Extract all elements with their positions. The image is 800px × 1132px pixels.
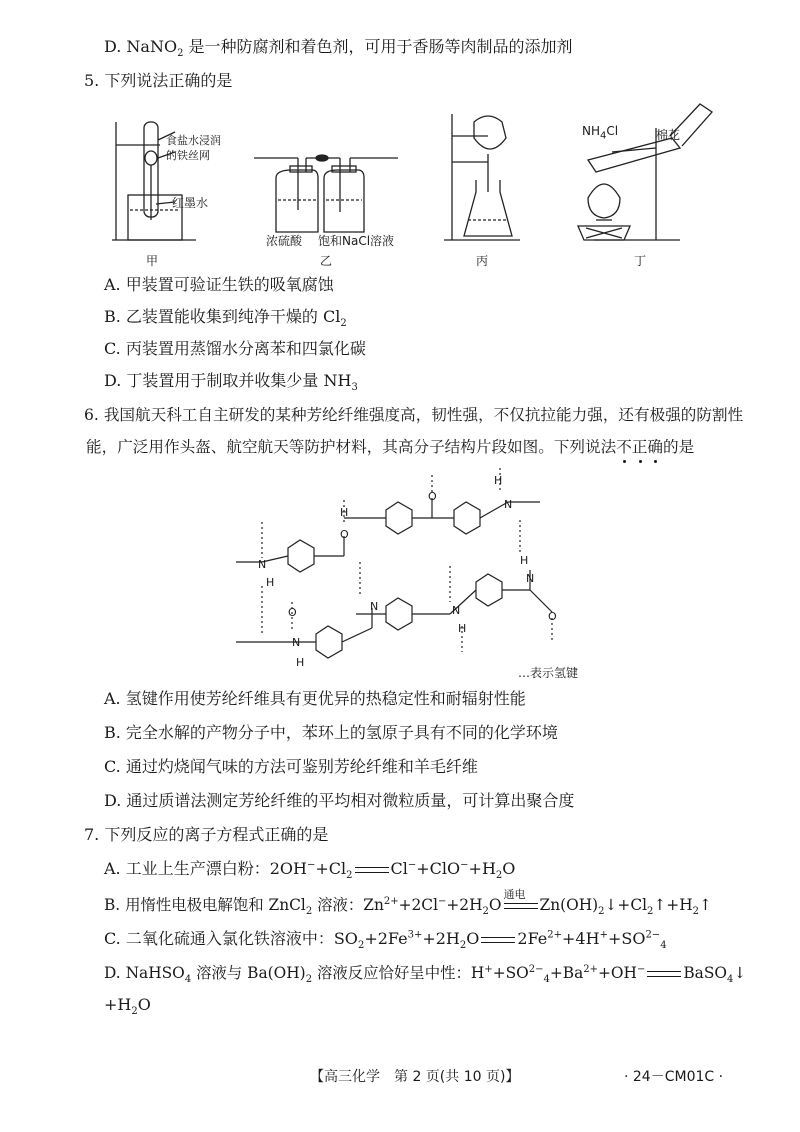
q7-d-p10: 2+ [583,963,599,975]
q7-c-equals-sign [479,928,517,950]
q5-stem: 5. 下列说法正确的是 [84,71,233,90]
q5-jia-caption: 甲 [146,254,159,268]
q7-d-p1: 4 [184,974,192,986]
q7-d-p3: 2 [305,974,313,986]
q5-ding-reagent-sub: 4 [600,130,607,142]
q5-bing-caption: 丙 [476,254,489,268]
q6-atom-h-3: H [494,474,503,487]
q7-b-p8: O [488,896,502,914]
q7-option-d [104,962,746,984]
q5-ding-cotton: 棉花 [656,128,681,142]
q4-option-d [104,36,573,58]
q7-d-p9: +Ba [549,964,584,982]
q7-a-p5: − [407,859,417,871]
q7-c-p11: +SO [607,929,646,948]
q7-d-p13: BaSO [683,964,727,982]
q7-b-label: B. 用惰性电极电解饱和 ZnCl [104,896,306,914]
q7-a-p7: − [460,859,469,871]
q7-b-p15: ↑ [699,896,712,914]
q7-option-b [104,888,712,918]
q7-d-p11: +OH [598,964,637,982]
q7-b-p7: 2 [482,906,489,918]
q7-a-p3: 2 [346,870,353,882]
q5-yi-caption: 乙 [320,254,333,268]
q5-option-a: A. 甲装置可验证生铁的吸氧腐蚀 [104,275,334,294]
q6-option-d: D. 通过质谱法测定芳纶纤维的平均相对微粒质量，可计算出聚合度 [104,791,575,810]
q7-c-label: C. 二氧化硫通入氯化铁溶液中：SO [104,929,358,948]
q7-b-p12: 2 [647,906,654,918]
q6-stem-line1: 6. 我国航天科工自主研发的某种芳纶纤维强度高，韧性强，不仅抗拉能力强，还有极强的防割性 [84,406,744,424]
q7-b-electrolysis-sign [502,888,540,916]
q5-option-d [104,370,358,392]
q6-option-c: C. 通过灼烧闻气味的方法可鉴别芳纶纤维和羊毛纤维 [104,757,478,776]
q6-option-a: A. 氢键作用使芳纶纤维具有更优异的热稳定性和耐辐射性能 [104,689,526,708]
q7-b-p1: 2 [305,906,313,918]
footer-page-info: 【高三化学 第 2 页(共 10 页)】 [310,1069,520,1085]
q7-a-equals-sign [353,858,391,880]
q7-a-p2: +Cl [315,859,347,878]
q4-option-d-text: 是一种防腐剂和着色剂，可用于香肠等肉制品的添加剂 [183,37,573,56]
q7-d-p6: +SO [492,964,529,982]
q7-d-p14: 4 [727,974,734,986]
q7-c-p3: 3+ [407,929,423,941]
q7-c-p9: +4H [562,929,600,948]
q7-c-p10: + [599,929,608,941]
q7-b-p4: +2Cl [398,896,438,914]
q5-ding-reagent-tail: Cl [606,124,619,138]
q5-ding-reagent-main: NH [582,124,600,138]
q7-c-p13: 4 [660,940,667,952]
q7-b-p2: 溶液：Zn [312,896,384,914]
q5-option-b-sub: 2 [340,318,347,330]
q5-yi-bottle1: 浓硫酸 [266,234,303,248]
q7-c-p4: +2H [422,929,460,948]
q7-d-p4: 溶液反应恰好呈中性：H [312,964,485,982]
q7-b-p5: − [438,895,447,907]
q7-c-p6: O [466,929,480,948]
q6-atom-n-3: N [526,572,535,585]
q7-option-c [104,928,667,950]
q6-atom-n-2: N [504,498,513,511]
q7-b-p6: +2H [446,896,483,914]
q4-option-d-sub: 2 [177,48,184,60]
q7-d-p5: + [484,963,493,975]
q7-d-p7: 2− [528,963,544,975]
q7-c-p8: 2+ [547,929,563,941]
q7-b-p9: Zn(OH) [539,896,599,914]
q6-stem-emphasis-3: 确 [647,438,664,456]
q7-b-condition: 通电 [503,888,526,901]
q6-atom-h-2: H [340,506,349,519]
q6-atom-h-1: H [266,576,275,589]
q7-a-p9: 2 [495,870,503,882]
q6-atom-n-1: N [258,558,267,571]
q6-option-b: B. 完全水解的产物分子中，苯环上的氢原子具有不同的化学环境 [104,723,558,742]
q6-stem-line2-post: 的是 [663,438,695,456]
q6-atom-o-4: O [548,610,557,623]
q6-atom-o-2: O [428,490,437,503]
q7-d-p16: +H [104,995,132,1014]
q7-a-p1: − [306,859,316,871]
q6-atom-h-5: H [458,622,467,635]
q5-ding-reagent [582,124,619,142]
q7-b-p10: 2 [598,906,605,918]
q5-option-d-sub: 3 [351,382,358,394]
q6-stem-line2 [86,436,694,458]
q5-jia-annotation-line2: 的铁丝网 [166,149,210,162]
q6-atom-n-6: N [292,636,301,649]
q7-b-p13: ↑+H [653,896,693,914]
q7-a-p4: Cl [390,859,408,878]
q7-stem: 7. 下列反应的离子方程式正确的是 [84,825,329,844]
q7-c-p2: +2Fe [364,929,408,948]
q5-option-b-text: B. 乙装置能收集到纯净干燥的 Cl [104,307,341,326]
q7-d-p8: 4 [543,974,550,986]
q7-a-p10: O [502,859,516,878]
q7-option-d-continued [104,994,151,1016]
q6-atom-h-4: H [520,554,529,567]
q7-b-p3: 2+ [383,895,399,907]
q7-d-p18: O [137,995,151,1014]
q4-option-d-prefix: D. NaNO [104,37,178,56]
q6-stem-emphasis-2: 正 [631,438,648,456]
q6-atom-h-6: H [296,656,305,669]
q5-option-b [104,306,347,328]
q5-jia-annotation-ink: 红墨水 [172,196,209,210]
q7-a-p6: +ClO [416,859,461,878]
q6-figure-legend: …表示氢键 [518,666,579,680]
q6-atom-n-4: N [370,600,379,613]
footer-paper-code: · 24－CM01C · [624,1069,724,1085]
q5-option-d-text: D. 丁装置用于制取并收集少量 NH [104,371,352,390]
q7-a-label: A. 工业上生产漂白粉：2OH [104,859,307,878]
q5-jia-annotation-line1: 食盐水浸润 [166,134,221,147]
q7-c-p1: 2 [357,940,365,952]
q6-stem-line2-pre: 能，广泛用作头盔、航空航天等防护材料，其高分子结构片段如图。下列说法 [86,438,617,456]
q5-yi-bottle2: 饱和NaCl溶液 [318,234,395,248]
q7-a-p8: +H [468,859,496,878]
q6-stem-emphasis-1: 不 [616,438,632,456]
q7-d-p2: 溶液与 Ba(OH) [191,964,306,982]
q7-b-p11: ↓+Cl [604,896,648,914]
q6-atom-n-5: N [452,604,461,617]
q6-atom-o-3: O [288,606,297,619]
q7-d-p17: 2 [131,1006,138,1018]
q7-d-equals-sign [645,962,683,984]
q7-d-p15: ↓ [733,964,747,982]
q7-d-p12: − [636,963,646,975]
q7-c-p5: 2 [459,940,467,952]
q6-aramid-structure [0,462,800,682]
q5-option-c: C. 丙装置用蒸馏水分离苯和四氯化碳 [104,339,366,358]
q5-ding-caption: 丁 [634,254,647,268]
q7-b-p14: 2 [692,906,699,918]
q7-d-label: D. NaHSO [104,964,185,982]
q7-c-p12: 2− [645,929,661,941]
q6-atom-o-1: O [340,528,349,541]
q7-option-a [104,858,515,880]
q7-c-p7: 2Fe [517,929,548,948]
